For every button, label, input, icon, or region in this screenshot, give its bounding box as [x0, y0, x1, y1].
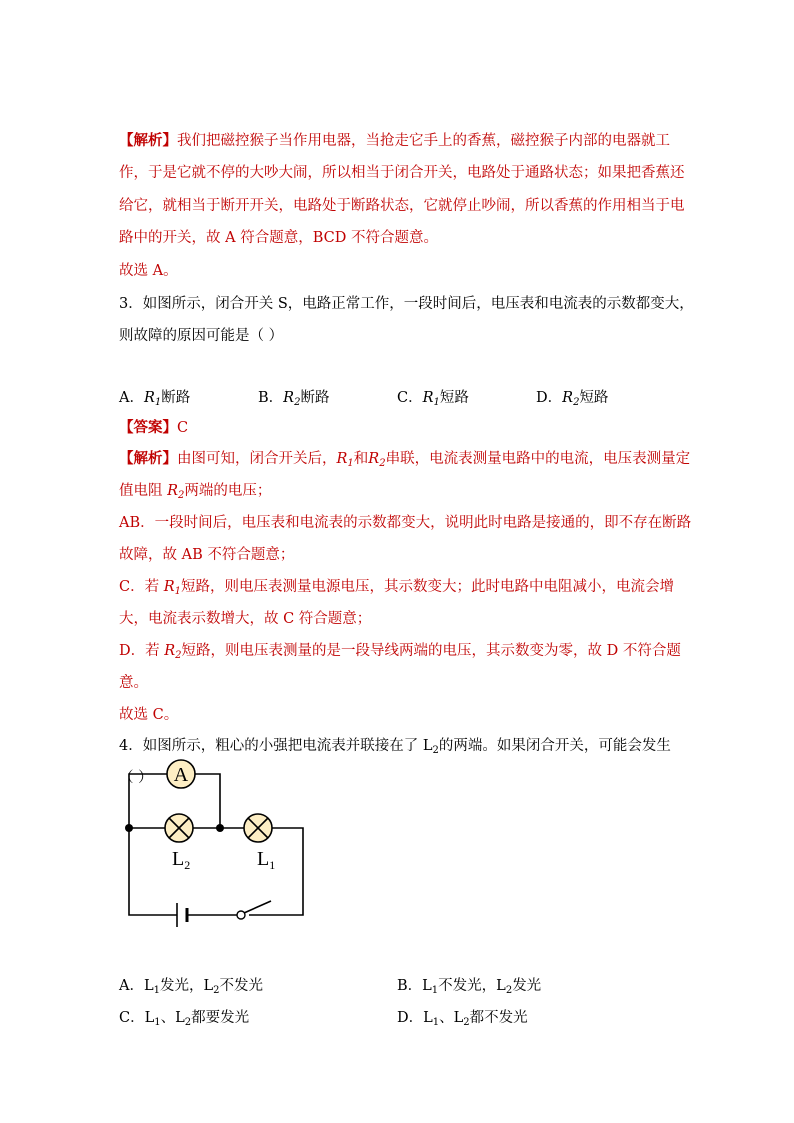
q3-option-d-r: R	[562, 390, 574, 406]
q3-analysis-c-line1	[119, 577, 674, 602]
q4-a-text3: 不发光	[219, 978, 263, 994]
analysis-tag: 【解析】	[119, 450, 177, 467]
q3-option-c-text: 短路	[439, 390, 469, 406]
q3-d-text2: 短路，则电压表测量的是一段导线两端的电压，其示数变为零，故 D 不符合题	[181, 643, 681, 659]
q3-option-b	[258, 388, 329, 413]
lamp-l2-sub: 2	[184, 858, 191, 872]
q4-d-text2: 、L	[439, 1010, 464, 1026]
lamp-l2-icon	[165, 814, 193, 842]
battery-icon	[177, 903, 187, 927]
q3-option-c-r: R	[422, 390, 434, 406]
q3-option-d	[536, 388, 608, 413]
q3-stem-line2: 则故障的原因可能是（ ）	[119, 328, 284, 344]
q4-d-sub2: 2	[463, 1017, 470, 1028]
analysis1-line3: 给它，就相当于断开开关，电路处于断路状态，它就停止吵闹，所以香蕉的作用相当于电	[119, 198, 685, 214]
analysis1-line4: 路中的开关，故 A 符合题意，BCD 不符合题意。	[119, 230, 438, 246]
q3-analysis-r1-sub: 1	[347, 458, 354, 469]
analysis-tag: 【解析】	[119, 132, 177, 149]
q3-d-text1: D．若	[119, 643, 165, 659]
q3-option-a-prefix: A．	[119, 390, 144, 406]
q4-b-text2: 不发光，L	[438, 978, 506, 994]
q3-c-sub: 1	[174, 586, 182, 597]
junction-dot-left	[125, 824, 133, 832]
ammeter-label: A	[173, 764, 189, 786]
analysis1-text1: 我们把磁控猴子当作用电器，当抢走它手上的香蕉，磁控猴子内部的电器就工	[177, 133, 670, 149]
q3-option-a-sub: 1	[154, 397, 162, 408]
q3-analysis-line2	[119, 481, 271, 506]
wire-left-bottom	[129, 828, 177, 915]
q3-analysis2-sub: 2	[178, 490, 185, 501]
q4-a-sub1: 1	[153, 985, 160, 996]
q4-a-sub2: 2	[213, 985, 220, 996]
q3-option-d-sub: 2	[573, 397, 580, 408]
q3-analysis-r1: R	[336, 451, 348, 467]
q3-analysis-d-line2: 意。	[119, 675, 148, 691]
q4-option-a	[119, 976, 263, 1001]
q4-c-sub1: 1	[154, 1017, 161, 1028]
answer-tag: 【答案】	[119, 419, 177, 436]
q4-b-text3: 发光	[512, 978, 542, 994]
q4-c-sub2: 2	[184, 1017, 192, 1028]
q3-option-b-sub: 2	[294, 397, 301, 408]
q4-option-b	[397, 976, 541, 1001]
q3-c-r: R	[163, 579, 175, 595]
analysis1-line1	[119, 131, 670, 151]
q3-option-a-r: R	[143, 390, 155, 406]
q3-option-a	[119, 388, 190, 413]
lamp-l1-letter: L	[257, 848, 270, 870]
q3-option-b-prefix: B．	[258, 390, 284, 406]
q3-d-sub: 2	[175, 650, 182, 661]
lamp-l1-label	[257, 848, 275, 872]
q3-analysis-d-line1	[119, 641, 681, 666]
q4-a-text1: A．L	[119, 978, 154, 994]
q3-answer: C	[177, 420, 189, 436]
q3-c-text1: C．若	[119, 579, 164, 595]
wire-top-left	[129, 774, 167, 828]
q3-analysis-c-line2: 大，电流表示数增大，故 C 符合题意；	[119, 611, 372, 627]
q3-option-d-prefix: D．	[536, 390, 563, 406]
q4-option-d	[397, 1008, 528, 1033]
q3-analysis2-text1: 值电阻	[119, 483, 168, 499]
q3-analysis-ab-line1: AB．一段时间后，电压表和电流表的示数都变大，说明此时电路是接通的，即不存在断路	[119, 515, 692, 531]
lamp-l2-letter: L	[172, 848, 185, 870]
q3-option-d-text: 短路	[579, 390, 609, 406]
q3-option-c-sub: 1	[433, 397, 440, 408]
junction-dot-right	[216, 824, 224, 832]
q3-analysis-ab-line2: 故障，故 AB 不符合题意；	[119, 547, 295, 563]
switch-icon	[237, 901, 271, 919]
q4-stem-line2: （ ）	[119, 770, 153, 786]
wire-top-right	[195, 774, 220, 828]
q3-answer-line	[119, 418, 188, 438]
lamp-l2-label	[172, 848, 190, 872]
q4-stem-text2: 的两端。如果闭合开关，可能会发生	[438, 738, 671, 754]
q4-c-text3: 都要发光	[191, 1010, 250, 1026]
q3-option-a-text: 断路	[161, 390, 191, 406]
circuit-diagram	[119, 755, 319, 945]
q3-analysis2-text2: 两端的电压；	[184, 483, 272, 499]
q3-option-b-text: 断路	[300, 390, 330, 406]
q3-analysis-and: 和	[353, 451, 369, 467]
q4-d-text1: D．L	[397, 1010, 433, 1026]
q4-c-text1: C．L	[119, 1010, 155, 1026]
q4-c-text2: 、L	[160, 1010, 185, 1026]
q3-c-text2: 短路，则电压表测量电源电压，其示数变大；此时电路中电阻减小，电流会增	[181, 579, 675, 595]
q3-analysis-text1: 由图可知，闭合开关后，	[177, 451, 337, 467]
q3-analysis2-r: R	[167, 483, 179, 499]
q4-stem-text1: 4．如图所示，粗心的小强把电流表并联接在了 L	[119, 738, 433, 754]
q3-analysis-text2: 串联，电流表测量电路中的电流，电压表测量定	[385, 451, 691, 467]
q3-analysis-line1	[119, 449, 690, 474]
q4-b-sub2: 2	[505, 985, 513, 996]
analysis1-conclusion: 故选 A。	[119, 263, 178, 279]
q3-option-c	[397, 388, 469, 413]
q3-stem-line1: 3．如图所示，闭合开关 S，电路正常工作，一段时间后，电压表和电流表的示数都变大，	[119, 296, 694, 312]
lamp-l1-sub: 1	[269, 858, 276, 872]
q4-b-text1: B．L	[397, 978, 432, 994]
q4-stem-sub: 2	[432, 745, 439, 756]
q3-analysis-r2-sub: 2	[379, 458, 386, 469]
q4-a-text2: 发光，L	[159, 978, 214, 994]
q3-analysis-r2: R	[368, 451, 380, 467]
q3-d-r: R	[164, 643, 176, 659]
q4-b-sub1: 1	[431, 985, 439, 996]
q4-d-text3: 都不发光	[469, 1010, 528, 1026]
q3-conclusion: 故选 C。	[119, 707, 179, 723]
analysis1-line2: 作，于是它就不停的大吵大闹，所以相当于闭合开关，电路处于通路状态；如果把香蕉还	[119, 165, 685, 181]
q4-option-c	[119, 1008, 249, 1033]
q4-d-sub1: 1	[432, 1017, 440, 1028]
q3-option-c-prefix: C．	[397, 390, 423, 406]
ammeter-icon	[167, 760, 195, 788]
q3-option-b-r: R	[283, 390, 295, 406]
lamp-l1-icon	[244, 814, 272, 842]
